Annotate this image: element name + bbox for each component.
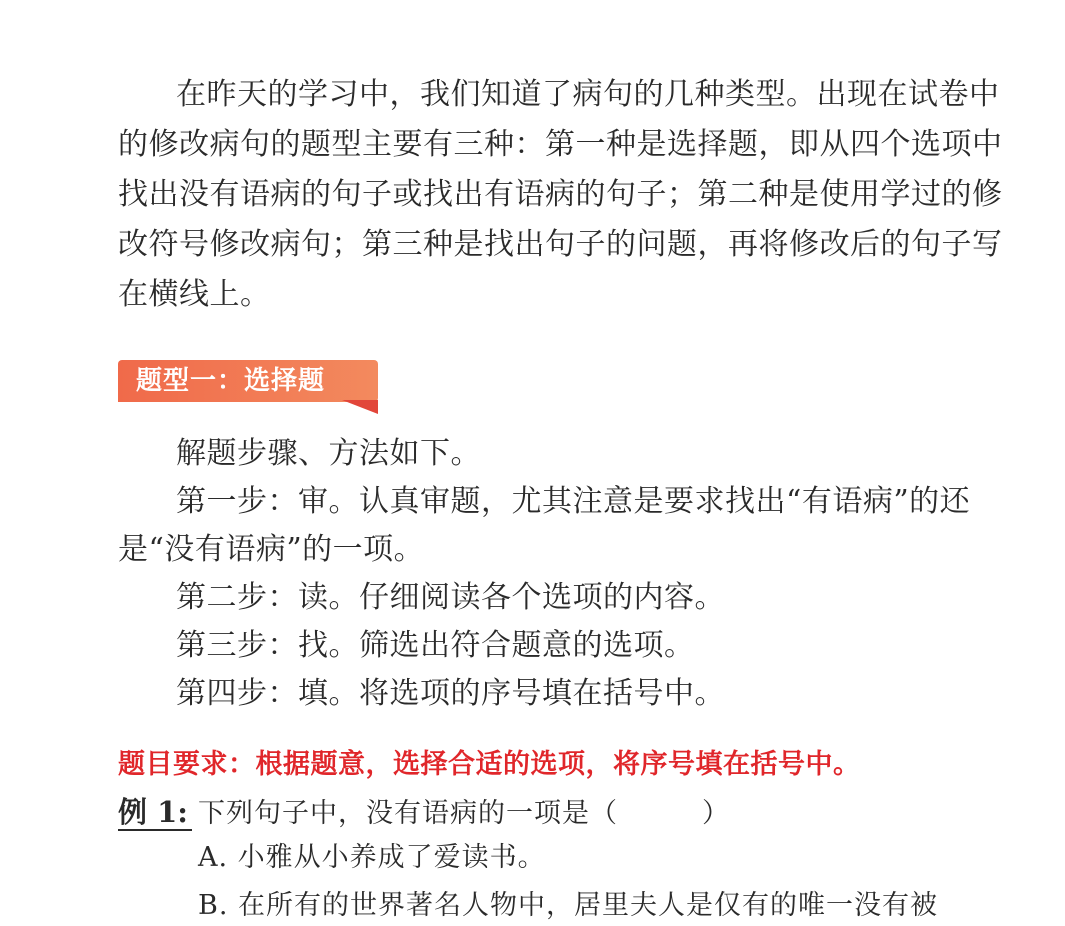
intro-line-2: 的修改病句的题型主要有三种：第一种是选择题，即从四个选项中 [118, 127, 1003, 162]
example-1-stem-row [118, 792, 948, 832]
step-1-line-1: 第一步：审。认真审题，尤其注意是要求找出“有语病”的还 [176, 484, 971, 519]
intro-line-1: 在昨天的学习中，我们知道了病句的几种类型。出现在试卷中 [176, 77, 1000, 112]
section-heading-tag [118, 360, 380, 406]
intro-line-3: 找出没有语病的句子或找出有语病的句子；第二种是使用学过的修 [118, 177, 1003, 212]
step-4: 第四步：填。将选项的序号填在括号中。 [176, 676, 725, 711]
section-title: 题型一：选择题 [136, 366, 326, 396]
option-a: A. 小雅从小养成了爱读书。 [198, 842, 546, 873]
example-stem: 下列句子中，没有语病的一项是（ ） [197, 798, 730, 829]
step-1-line-2: 是“没有语病”的一项。 [118, 532, 425, 567]
step-3: 第三步：找。筛选出符合题意的选项。 [176, 628, 695, 663]
intro-line-4: 改符号修改病句；第三种是找出句子的问题，再将修改后的句子写 [118, 227, 1003, 262]
option-b: B. 在所有的世界著名人物中，居里夫人是仅有的唯一没有被 [198, 890, 939, 921]
question-requirement: 题目要求：根据题意，选择合适的选项，将序号填在括号中。 [118, 749, 861, 780]
steps-intro: 解题步骤、方法如下。 [176, 436, 481, 471]
example-1 [118, 792, 948, 832]
step-2: 第二步：读。仔细阅读各个选项的内容。 [176, 580, 725, 615]
intro-paragraph [118, 70, 1003, 320]
example-label: 例 1: [118, 795, 192, 831]
section-tag-flag [342, 400, 378, 414]
solution-steps [118, 430, 971, 718]
intro-line-5: 在横线上。 [118, 277, 271, 312]
